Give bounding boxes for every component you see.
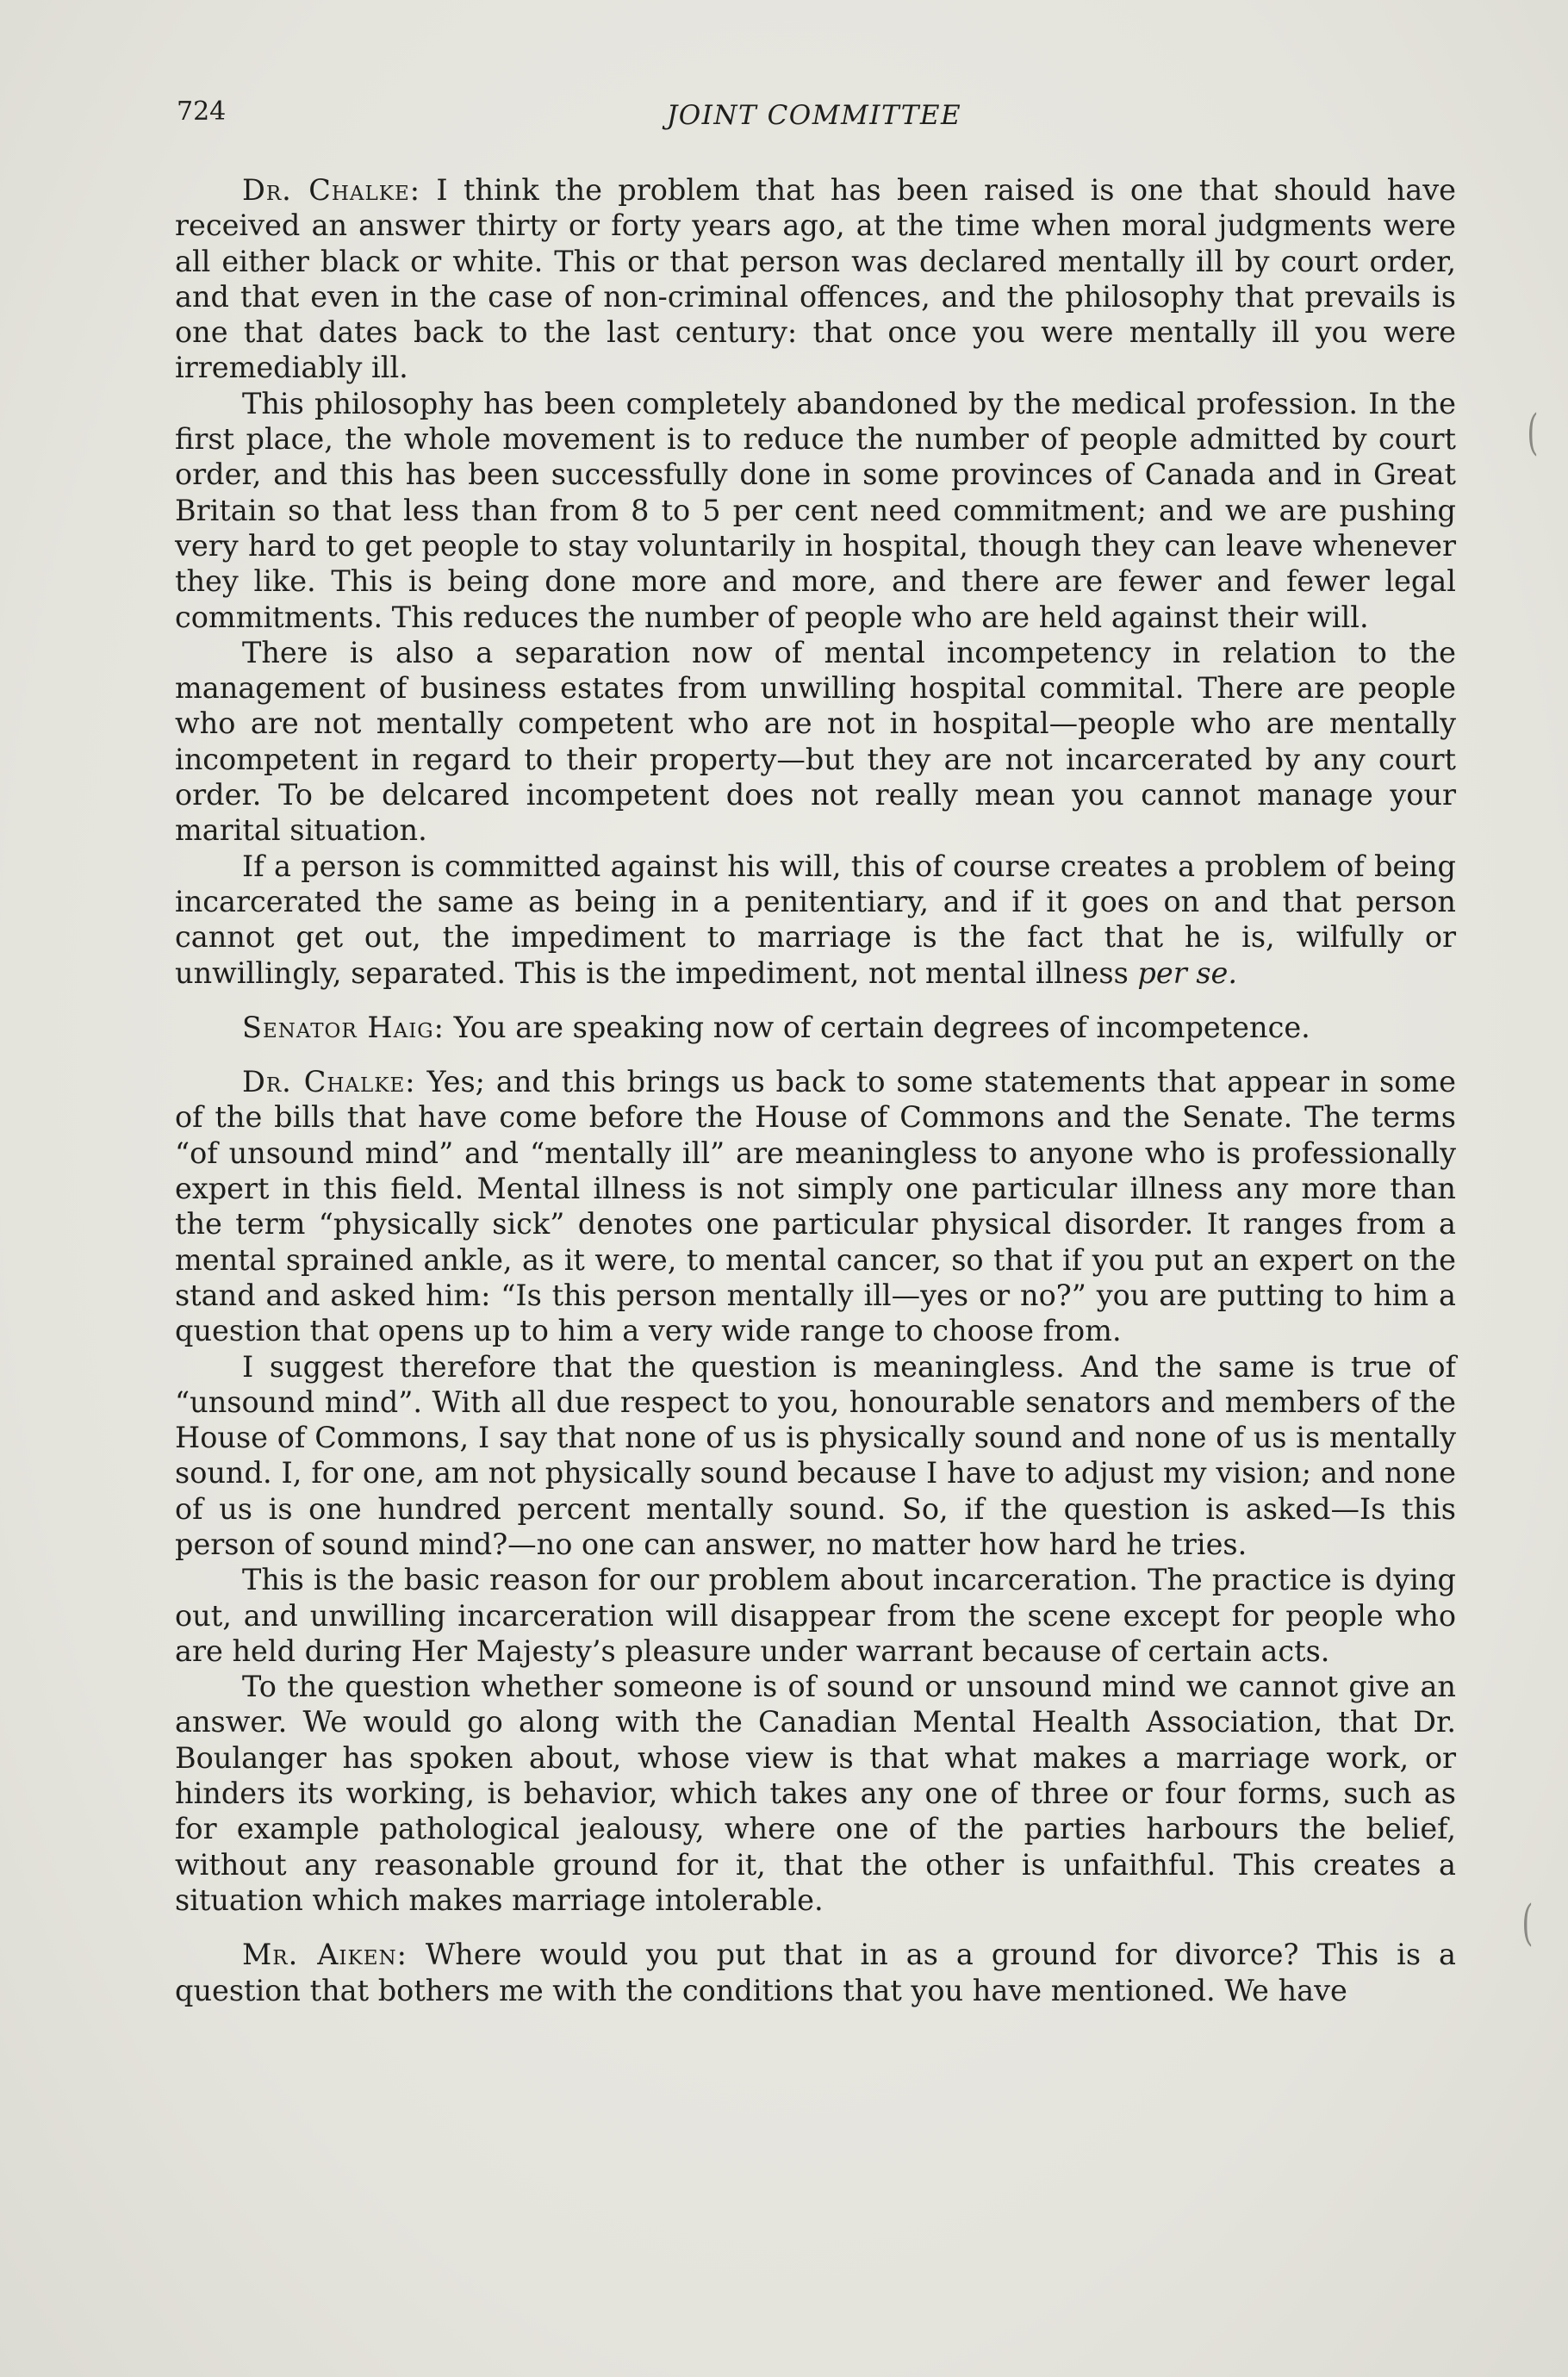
- page-number: 724: [177, 96, 227, 127]
- paragraph-text: Yes; and this brings us back to some statements that appear in some of the bills that have come before the House of Commons and the Senate. The terms “of unsound mind” and “mentally ill” are meaningless to anyone who is professionally expert in this field. Mental illness is not simply one particular illness any more than the term “physically sick” denotes one particular physical disorder. It ranges from a mental sprained ankle, as it were, to mental cancer, so that if you put an expert on the stand and asked him: “Is this person mentally ill—yes or no?” you are putting to him a question that opens up to him a very wide range to choose from.: [175, 1065, 1456, 1348]
- paragraph-text: Where would you put that in as a ground for divorce? This is a question that bothers me with the conditions that you have mentioned. We have: [175, 1938, 1456, 2007]
- paragraph: [175, 386, 1456, 635]
- speaker-name: Mr. Aiken:: [242, 1938, 408, 1972]
- paragraph-text: To the question whether someone is of sound or unsound mind we cannot give an answer. We would go along with the Canadian Mental Health Association, that Dr. Boulanger has spoken about, whose view is that what makes a marriage work, or hinders its working, is behavior, which takes any one of three or four forms, such as for example pathological jealousy, where one of the parties harbours the belief, without any reasonable ground for it, that the other is unfaithful. This creates a situation which makes marriage intolerable.: [175, 1670, 1456, 1917]
- paragraph: [175, 1562, 1456, 1669]
- paragraph-text: This is the basic reason for our problem about incarceration. The practice is dying out, and unwilling incarceration will disappear from the scene except for people who are held during Her Majesty’s pleasure under warrant because of certain acts.: [175, 1563, 1456, 1668]
- page-header: [177, 96, 1452, 140]
- paragraph: [175, 172, 1456, 386]
- italic-phrase: per se.: [1137, 955, 1238, 990]
- margin-bracket-mark: (: [1527, 405, 1539, 461]
- paragraph-text: This philosophy has been completely abandoned by the medical profession. In the first place, the whole movement is to reduce the number of people admitted by court order, and this has been successfully done in some provinces of Canada and in Great Britain so that less than from 8 to 5 per cent need commitment; and we are pushing very hard to get people to stay voluntarily in hospital, though they can leave whenever they like. This is being done more and more, and there are fewer and fewer legal commitments. This reduces the number of people who are held against their will.: [175, 386, 1456, 634]
- paragraph-text: There is also a separation now of mental incompetency in relation to the management of business estates from unwilling hospital commital. There are people who are not mentally competent who are not in hospital—people who are mentally incompetent in regard to their property—but they are not incarcerated by any court order. To be delcared incompetent does not really mean you cannot manage your marital situation.: [175, 635, 1456, 848]
- margin-bracket-mark: (: [1521, 1895, 1534, 1951]
- paragraph: [175, 1349, 1456, 1563]
- document-body: [175, 172, 1456, 2008]
- speaker-name: Dr. Chalke:: [242, 173, 421, 207]
- paragraph-text: If a person is committed against his will, this of course creates a problem of being incarcerated the same as being in a penitentiary, and if it goes on and that person cannot get out, the impediment to marriage is the fact that he is, wilfully or unwillingly, separated. This is the impediment, not mental illness: [175, 849, 1456, 990]
- speaker-name: Dr. Chalke:: [242, 1065, 416, 1099]
- paragraph-text: I think the problem that has been raised is one that should have received an answer thirty or forty years ago, at the time when moral judgments were all either black or white. This or that person was declared mentally ill by court order, and that even in the case of non-criminal offences, and the philosophy that prevails is one that dates back to the last century: that once you were mentally ill you were irremediably ill.: [175, 173, 1456, 385]
- paragraph-text: I suggest therefore that the question is meaningless. And the same is true of “unsound mind”. With all due respect to you, honourable senators and members of the House of Commons, I say that none of us is physically sound and none of us is mentally sound. I, for one, am not physically sound because I have to adjust my vision; and none of us is one hundred percent mentally sound. So, if the question is asked—Is this person of sound mind?—no one can answer, no matter how hard he tries.: [175, 1349, 1456, 1561]
- paragraph-text: You are speaking now of certain degrees of incompetence.: [444, 1010, 1310, 1044]
- paragraph: [175, 849, 1456, 991]
- paragraph: [175, 1064, 1456, 1348]
- paragraph: [175, 1669, 1456, 1918]
- paragraph: [175, 635, 1456, 849]
- paragraph: [175, 1937, 1456, 2008]
- speaker-name: Senator Haig:: [242, 1010, 445, 1044]
- running-title: JOINT COMMITTEE: [666, 100, 962, 131]
- paragraph: [175, 1010, 1456, 1045]
